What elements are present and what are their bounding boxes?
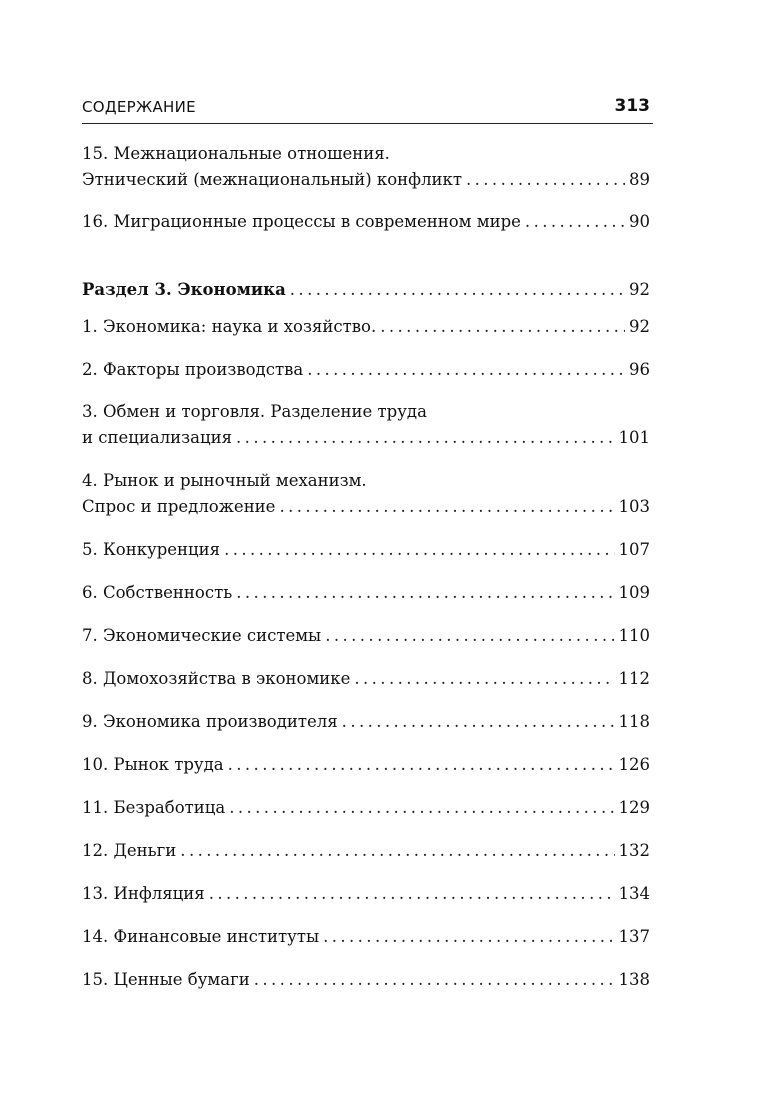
dot-leader: [209, 881, 615, 907]
toc-entry-page: 132: [618, 841, 650, 860]
toc-entry[interactable]: [82, 924, 650, 950]
toc-entry[interactable]: [82, 357, 650, 383]
toc-entry-page: 134: [618, 884, 650, 903]
toc-entry-title: 5. Конкуренция: [82, 540, 221, 559]
toc-entry-page: 92: [629, 280, 650, 299]
dot-leader: [354, 666, 614, 692]
toc-entry[interactable]: [82, 314, 650, 340]
toc-entry-title: 7. Экономические системы: [82, 626, 322, 645]
toc-entry-title: 2. Факторы производства: [82, 360, 304, 379]
toc-entry[interactable]: [82, 468, 650, 520]
toc-entry-title: 1. Экономика: наука и хозяйство.: [82, 317, 377, 336]
toc-entry[interactable]: [82, 399, 650, 451]
toc-entry[interactable]: [82, 795, 650, 821]
toc-entry-title: 16. Миграционные процессы в современном мире: [82, 212, 521, 231]
dot-leader: [180, 838, 614, 864]
toc-section-title: Раздел 3. Экономика: [82, 280, 286, 299]
toc-entry-page: 112: [618, 669, 650, 688]
header-page-number: 313: [614, 96, 650, 116]
toc-entry-page: 103: [618, 497, 650, 516]
toc-entry-title: 8. Домохозяйства в экономике: [82, 669, 351, 688]
page-header: [82, 94, 652, 124]
dot-leader: [279, 494, 614, 520]
dot-leader: [307, 357, 625, 383]
dot-leader: [325, 623, 614, 649]
toc-entry[interactable]: [82, 537, 650, 563]
toc-entry[interactable]: [82, 209, 650, 235]
toc-entry-page: 107: [618, 540, 650, 559]
toc-entry-page: 129: [618, 798, 650, 817]
dot-leader: [290, 277, 625, 303]
dot-leader: [254, 967, 615, 993]
dot-leader: [525, 209, 625, 235]
toc-entry-title: 12. Деньги: [82, 841, 177, 860]
toc-entry-title: 11. Безработица: [82, 798, 226, 817]
dot-leader: [342, 709, 615, 735]
toc-entry-page: 92: [629, 317, 650, 336]
dot-leader: [236, 425, 614, 451]
dot-leader: [228, 752, 615, 778]
toc-entry-title: 14. Финансовые институты: [82, 927, 320, 946]
dot-leader: [229, 795, 614, 821]
toc-entry[interactable]: [82, 666, 650, 692]
toc-entry-title: Спрос и предложение: [82, 497, 276, 516]
toc-entry-page: 118: [618, 712, 650, 731]
toc-section-heading[interactable]: [82, 277, 650, 303]
toc-entry[interactable]: [82, 881, 650, 907]
header-divider: [82, 123, 653, 124]
toc-entry-title: 13. Инфляция: [82, 884, 205, 903]
toc-entry-title: 10. Рынок труда: [82, 755, 224, 774]
toc-entry-title-line: 15. Межнациональные отношения.: [82, 144, 390, 163]
toc-entry-page: 101: [618, 428, 650, 447]
toc-entry-title-line: 3. Обмен и торговля. Разделение труда: [82, 402, 427, 421]
toc-entry[interactable]: [82, 141, 650, 193]
toc-entry[interactable]: [82, 623, 650, 649]
dot-leader: [224, 537, 614, 563]
toc-entry[interactable]: [82, 967, 650, 993]
toc-entry-title: и специализация: [82, 428, 233, 447]
dot-leader: [236, 580, 614, 606]
toc-entry-page: 109: [618, 583, 650, 602]
toc-entry[interactable]: [82, 838, 650, 864]
toc-entry-title: 9. Экономика производителя: [82, 712, 338, 731]
toc-entry-title: 15. Ценные бумаги: [82, 970, 250, 989]
toc-entry[interactable]: [82, 752, 650, 778]
dot-leader: [380, 314, 625, 340]
toc-entry-page: 90: [629, 212, 650, 231]
toc-entry-page: 138: [618, 970, 650, 989]
toc-entry-page: 137: [618, 927, 650, 946]
toc-entry-title: 6. Собственность: [82, 583, 233, 602]
dot-leader: [466, 167, 625, 193]
toc-entry-page: 89: [629, 170, 650, 189]
toc-entry[interactable]: [82, 709, 650, 735]
toc-entry-page: 110: [618, 626, 650, 645]
header-title: СОДЕРЖАНИЕ: [82, 98, 196, 116]
toc-entry-title: Этнический (межнациональный) конфликт: [82, 170, 462, 189]
toc-entry[interactable]: [82, 580, 650, 606]
toc-entry-title-line: 4. Рынок и рыночный механизм.: [82, 471, 367, 490]
dot-leader: [323, 924, 614, 950]
toc-entry-page: 96: [629, 360, 650, 379]
toc-entry-page: 126: [618, 755, 650, 774]
